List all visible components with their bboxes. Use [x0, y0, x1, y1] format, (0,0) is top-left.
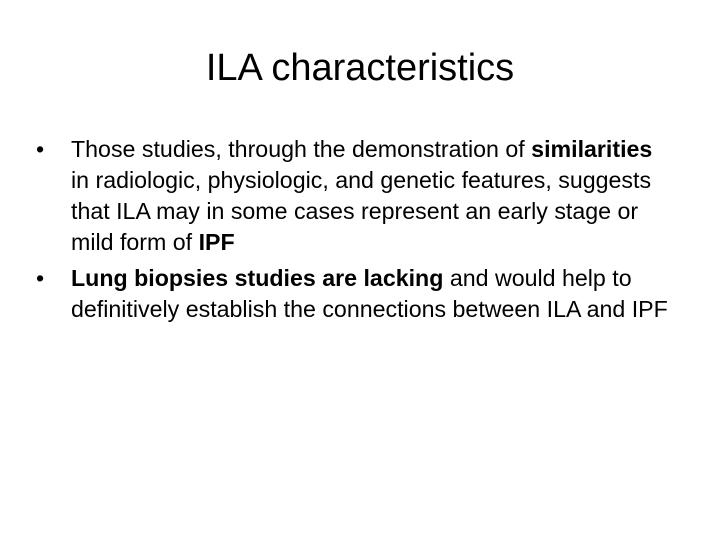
bullet-text-part: and would help to definitively establish the connections between ILA and IPF [71, 265, 668, 322]
bullet-item-1 [36, 134, 676, 258]
bullet-dot-icon: • [36, 265, 45, 291]
bullet-list [36, 134, 676, 330]
bullet-item-2 [36, 263, 676, 325]
bullet-text-part-bold: IPF [198, 229, 235, 255]
bullet-text-part: in radiologic, physiologic, and genetic features, suggests that ILA may in some cases represent an early stage or mild form of [71, 167, 652, 255]
slide-title: ILA characteristics [205, 47, 515, 89]
bullet-text-part-bold: similarities [531, 136, 653, 162]
bullet-text-part-bold: Lung biopsies studies are lacking [71, 265, 444, 291]
bullet-dot-icon: • [36, 136, 45, 162]
bullet-text-part: Those studies, through the demonstration of [71, 136, 532, 162]
